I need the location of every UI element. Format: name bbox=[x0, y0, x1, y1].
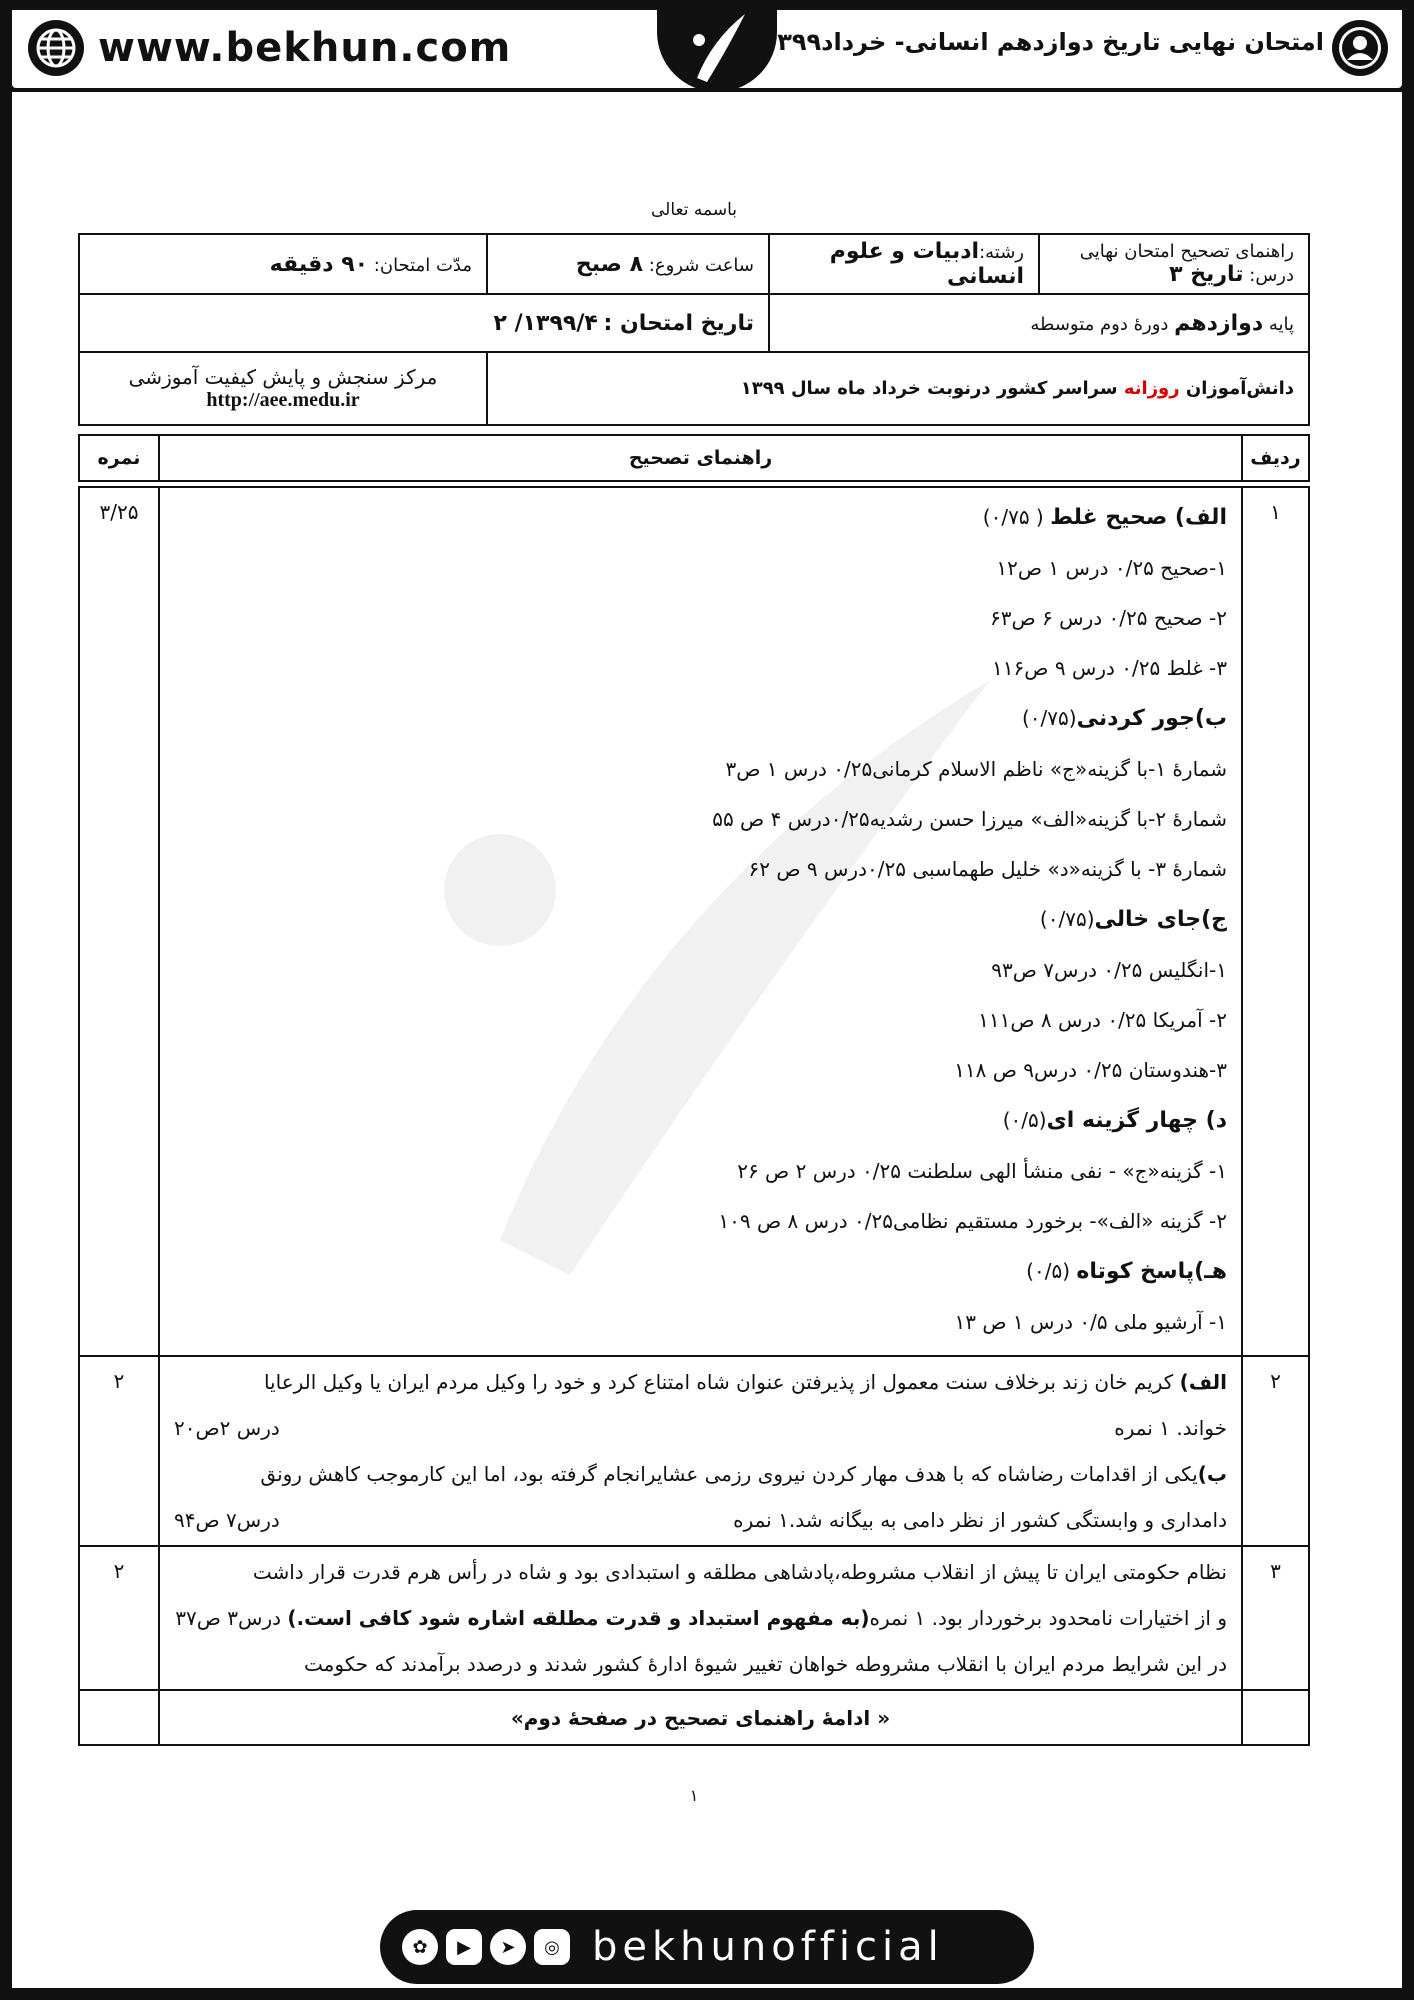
brand-logo bbox=[657, 0, 777, 92]
basmala: باسمه تعالی bbox=[651, 200, 737, 220]
answer-line: الف) صحیح غلط ( ۰/۷۵) bbox=[982, 505, 1227, 530]
page-title: امتحان نهایی تاریخ دوازدهم انسانی- خرداد۱۳۹۹ bbox=[762, 28, 1324, 56]
answer-line: ۲- صحیح ۰/۲۵ درس ۶ ص۶۳ bbox=[990, 606, 1227, 630]
site-link[interactable] bbox=[28, 20, 511, 76]
globe-icon bbox=[28, 20, 84, 76]
top-bar bbox=[0, 0, 1414, 92]
answer-line: شمارهٔ ۲-با گزینه«الف» میرزا حسن رشدیه۰/۲۵درس ۴ ص ۵۵ bbox=[712, 807, 1227, 831]
answer-line: شمارهٔ ۳- با گزینه«د» خلیل طهماسبی ۰/۲۵درس ۹ ص ۶۲ bbox=[748, 857, 1227, 881]
instagram-icon[interactable]: ◎ bbox=[534, 1929, 570, 1965]
answer-line: ۱- آرشیو ملی ۰/۵ درس ۱ ص ۱۳ bbox=[954, 1310, 1227, 1334]
answer-line: ب)جور کردنی(۰/۷۵) bbox=[1021, 706, 1227, 731]
youtube-icon[interactable]: ▶ bbox=[446, 1929, 482, 1965]
site-url: www.bekhun.com bbox=[98, 25, 512, 71]
question-3-row: ۳ نظام حکومتی ایران تا پیش از انقلاب مشروطه،پادشاهی مطلقه و استبدادی بود و شاه در رأس هرم قدرت قرار داشت و از اختیارات نامحدود برخوردار بود. ۱ نمره(به مفهوم استبداد و قدرت مطلقه اشاره شود کافی است.) درس۳ ص۳۷ در این شرایط مردم ایران با انقلاب مشروطه خواهان تغییر شیوهٔ ادارهٔ کشور شدند و درصدد برآمدند که حکومت ۲ bbox=[79, 1546, 1309, 1690]
answer-line: ۲- آمریکا ۰/۲۵ درس ۸ ص۱۱۱ bbox=[978, 1008, 1227, 1032]
social-footer bbox=[380, 1910, 1034, 1984]
answer-line: ۳-هندوستان ۰/۲۵ درس۹ ص ۱۱۸ bbox=[954, 1058, 1227, 1082]
answer-line: ۱-انگلیس ۰/۲۵ درس۷ ص۹۳ bbox=[991, 958, 1227, 982]
user-icon bbox=[1332, 20, 1388, 76]
question-1-row: ۱ الف) صحیح غلط ( ۰/۷۵) ۱-صحیح ۰/۲۵ درس ۱ ص۱۲ ۲- صحیح ۰/۲۵ درس ۶ ص۶۳ ۳- غلط ۰/۲۵ درس ۹ ص۱۱۶ ب)جور کردنی(۰/۷۵) شمارهٔ ۱-با گزینه«ج» ناظم الاسلام کرمانی۰/۲۵ درس ۱ ص۳ شمارهٔ ۲-با گزینه«الف» میرزا حسن رشدیه۰/۲۵درس ۴ ص ۵۵ شمارهٔ ۳- با گزینه«د» خلیل طهماسبی ۰/۲۵درس ۹ ص ۶۲ ج)جای خالی(۰/۷۵) ۱-انگلیس ۰/۲۵ درس۷ ص۹۳ ۲- آمریکا ۰/۲۵ درس ۸ ص۱۱۱ ۳-هندوستان ۰/۲۵ درس۹ ص ۱۱۸ د) چهار گزینه ای(۰/۵) ۱- گزینه«ج» - نفی منشأ الهی سلطنت ۰/۲۵ درس ۲ ص ۲۶ ۲- گزینه «الف»- برخورد مستقیم نظامی۰/۲۵ درس ۸ ص ۱۰۹ هـ)پاسخ کوتاه (۰/۵) ۱- آرشیو ملی ۰/۵ درس ۱ ص ۱۳ ۳/۲۵ bbox=[79, 487, 1309, 1356]
answer-line: ۳- غلط ۰/۲۵ درس ۹ ص۱۱۶ bbox=[992, 656, 1227, 680]
aparat-icon[interactable]: ✿ bbox=[402, 1929, 438, 1965]
answer-line: هـ)پاسخ کوتاه (۰/۵) bbox=[1026, 1259, 1227, 1284]
question-2-row: ۲ الف) کریم خان زند برخلاف سنت معمول از پذیرفتن عنوان شاه امتناع کرد و خود را وکیل مردم ایران یا وکیل الرعایا خواند. ۱ نمره درس ۲ص۲۰ ب)یکی از اقدامات رضاشاه که با هدف مهار کردن نیروی رزمی عشایرانجام گرفته بود، اما این کارموجب کاهش رونق دامداری و وابستگی کشور از نظر دامی به بیگانه شد.۱ نمره درس۷ ص۹۴ ۲ bbox=[79, 1356, 1309, 1546]
answer-line: ۱-صحیح ۰/۲۵ درس ۱ ص۱۲ bbox=[996, 556, 1227, 580]
answer-line: ۲- گزینه «الف»- برخورد مستقیم نظامی۰/۲۵ درس ۸ ص ۱۰۹ bbox=[718, 1209, 1227, 1233]
telegram-icon[interactable]: ➤ bbox=[490, 1929, 526, 1965]
answer-line: د) چهار گزینه ای(۰/۵) bbox=[1002, 1108, 1227, 1133]
exam-info-table: راهنمای تصحیح امتحان نهایی درس: تاریخ ۳ رشته:ادبیات و علوم انسانی ساعت شروع: ۸ صبح مدّت امتحان: ۹۰ دقیقه پایه دوازدهم دورهٔ دوم متوسطه تاریخ امتحان : ۱۳۹۹/۴/ ۲ دانش‌آموزان روزانه سراسر کشور درنوبت خرداد ماه سال ۱۳۹۹ مرکز سنجش و پایش کیفیت آموزشی http://aee.medu.ir bbox=[78, 233, 1310, 426]
document-body bbox=[78, 200, 1310, 1805]
answer-line: شمارهٔ ۱-با گزینه«ج» ناظم الاسلام کرمانی۰/۲۵ درس ۱ ص۳ bbox=[725, 757, 1227, 781]
answer-line: ۱- گزینه«ج» - نفی منشأ الهی سلطنت ۰/۲۵ درس ۲ ص ۲۶ bbox=[737, 1159, 1227, 1183]
answer-line: ج)جای خالی(۰/۷۵) bbox=[1039, 907, 1227, 932]
answer-table: ردیف راهنمای تصحیح نمره ۱ الف) صحیح غلط ( ۰/۷۵) ۱-صحیح ۰/۲۵ درس ۱ ص۱۲ ۲- صحیح ۰/۲۵ درس ۶ ص۶۳ ۳- غلط ۰/۲۵ درس ۹ ص۱۱۶ ب)جور کردنی(۰/۷۵) شمارهٔ ۱-با گزینه«ج» ناظم الاسلام کرمانی۰/۲۵ درس ۱ ص۳ شمارهٔ ۲-با گزینه«الف» میرزا حسن رشدیه۰/۲۵درس ۴ ص ۵۵ شمارهٔ ۳- با گزینه«د» خلیل طهماسبی ۰/۲۵درس ۹ ص ۶۲ ج)جای خالی(۰/۷۵) ۱-انگلیس ۰/۲۵ درس۷ ص۹۳ ۲- آمریکا ۰/۲۵ درس ۸ ص۱۱۱ ۳-هندوستان ۰/۲۵ درس۹ ص ۱۱۸ د) چهار گزینه ای(۰/۵) ۱- گزینه«ج» - نفی منشأ الهی سلطنت ۰/۲۵ درس ۲ ص ۲۶ ۲- گزینه «الف»- برخورد مستقیم نظامی۰/۲۵ درس ۸ ص ۱۰۹ هـ)پاسخ کوتاه (۰/۵) ۱- آرشیو ملی ۰/۵ درس ۱ ص ۱۳ ۳/۲۵ ۲ الف) کریم خان زند برخلاف سنت معمول از پذیرفتن عنوان شاه امتناع کرد و خود را وکیل مردم ایران یا وکیل الرعایا خواند. ۱ نمره درس ۲ص۲۰ ب)یکی از اقدامات رضاشاه که با هدف مهار کردن نیروی رزمی عشایرانجام گرفته بود، اما این کارموجب کاهش رونق دامداری و وابستگی کشور از نظر دامی به بیگانه شد.۱ نمره درس۷ ص۹۴ ۲ ۳ نظام حکومتی ایران تا پیش از انقلاب مشروطه،پادشاهی مطلقه و استبدادی بود و شاه در رأس هرم قدرت قرار داشت و از اختیارات نامحدود برخوردار بود. ۱ نمره(به مفهوم استبداد و قدرت مطلقه اشاره شود کافی است.) درس۳ ص۳۷ در این شرایط مردم ایران با انقلاب مشروطه خواهان تغییر شیوهٔ ادارهٔ کشور شدند و درصدد برآمدند که حکومت ۲ « ادامهٔ راهنمای تصحیح در صفحهٔ دوم» bbox=[78, 434, 1310, 1746]
social-handle[interactable]: bekhunofficial bbox=[592, 1924, 944, 1970]
page-number: ۱ bbox=[689, 1786, 699, 1805]
continue-note: « ادامهٔ راهنمای تصحیح در صفحهٔ دوم» bbox=[159, 1690, 1242, 1745]
